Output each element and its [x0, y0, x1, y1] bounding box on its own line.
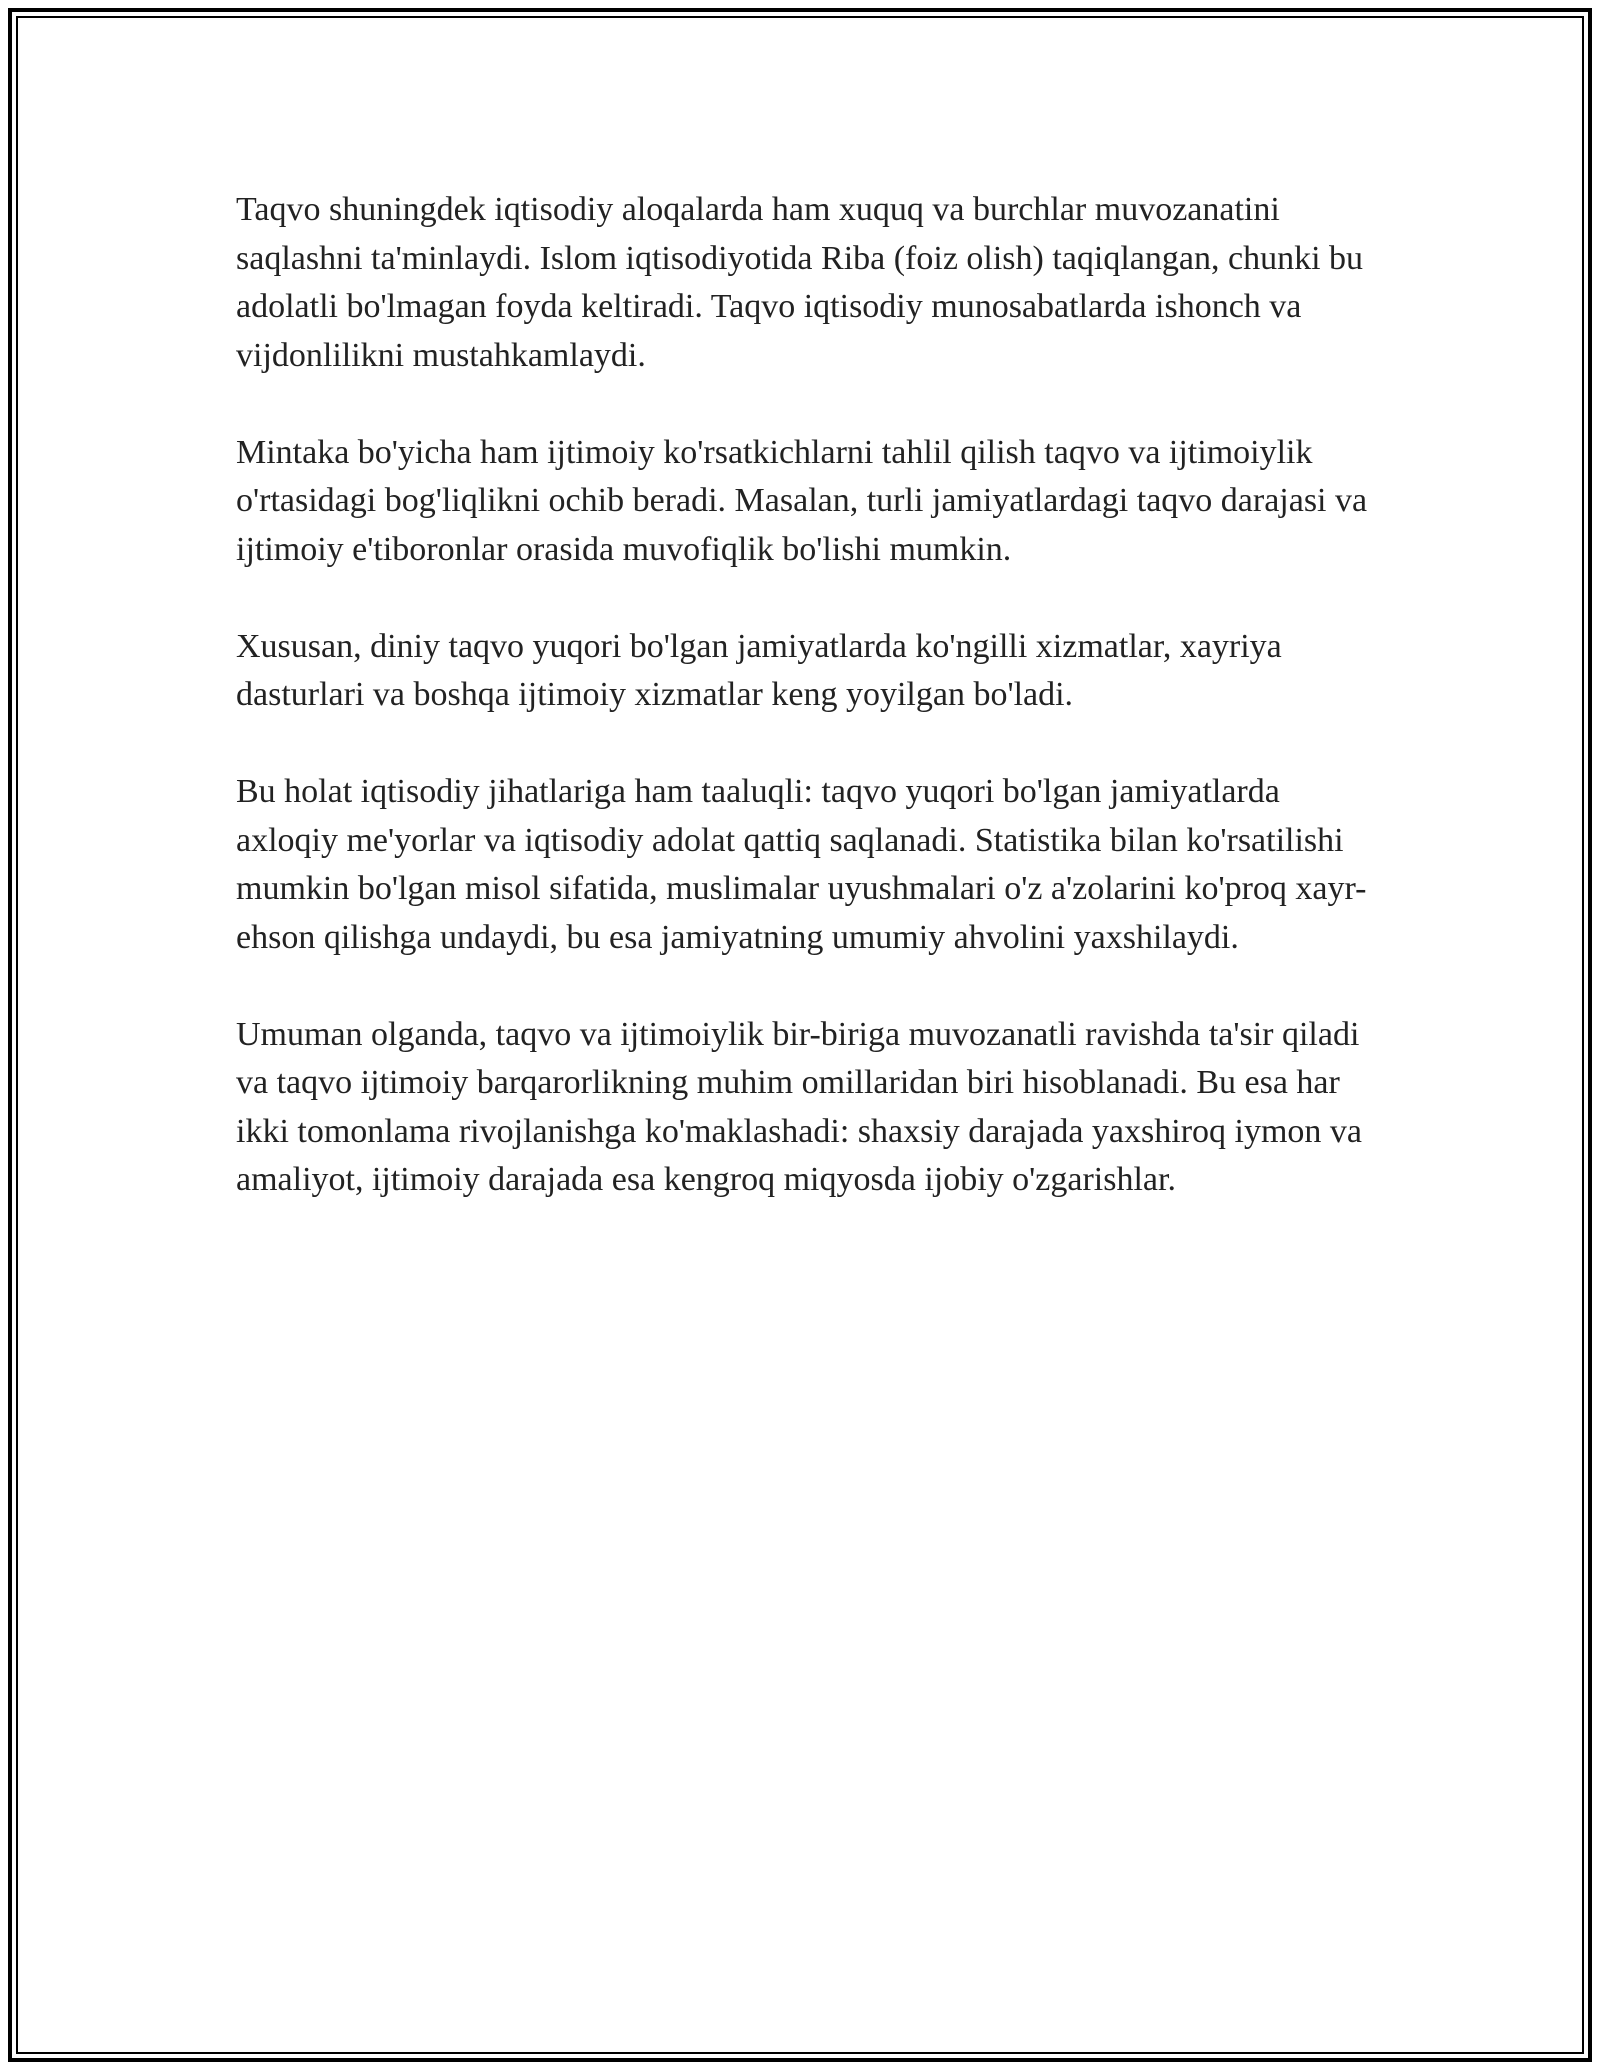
- document-body: [236, 186, 1386, 1253]
- paragraph-3: Xususan, diniy taqvo yuqori bo'lgan jamiyatlarda ko'ngilli xizmatlar, xayriya dasturlari va boshqa ijtimoiy xizmatlar keng yoyilgan bo'ladi.: [236, 627, 1282, 713]
- paragraph-2: Mintaka bo'yicha ham ijtimoiy ko'rsatkichlarni tahlil qilish taqvo va ijtimoiylik o'rtasidagi bog'liqlikni ochib beradi. Masalan, turli jamiyatlardagi taqvo darajasi va ijtimoiy e'tiboronlar orasida muvofiqlik bo'lishi mumkin.: [236, 433, 1368, 568]
- paragraph-1: Taqvo shuningdek iqtisodiy aloqalarda ham xuquq va burchlar muvozanatini saqlashni ta'minlaydi. Islom iqtisodiyotida Riba (foiz olish) taqiqlangan, chunki bu adolatli bo'lmagan foyda keltiradi. Taqvo iqtisodiy munosabatlarda ishonch va vijdonlilikni mustahkamlaydi.: [236, 191, 1364, 374]
- paragraph-4: Bu holat iqtisodiy jihatlariga ham taaluqli: taqvo yuqori bo'lgan jamiyatlarda axloqiy me'yorlar va iqtisodiy adolat qattiq saqlanadi. Statistika bilan ko'rsatilishi mumkin bo'lgan misol sifatida, muslimalar uyushmalari o'z a'zolarini ko'proq xayr-ehson qilishga undaydi, bu esa jamiyatning umumiy ahvolini yaxshilaydi.: [236, 773, 1367, 956]
- paragraph-5: Umuman olganda, taqvo va ijtimoiylik bir-biriga muvozanatli ravishda ta'sir qiladi va taqvo ijtimoiy barqarorlikning muhim omillaridan biri hisoblanadi. Bu esa har ikki tomonlama rivojlanishga ko'maklashadi: shaxsiy darajada yaxshiroq iymon va amaliyot, ijtimoiy darajada esa kengroq miqyosda ijobiy o'zgarishlar.: [236, 1015, 1363, 1198]
